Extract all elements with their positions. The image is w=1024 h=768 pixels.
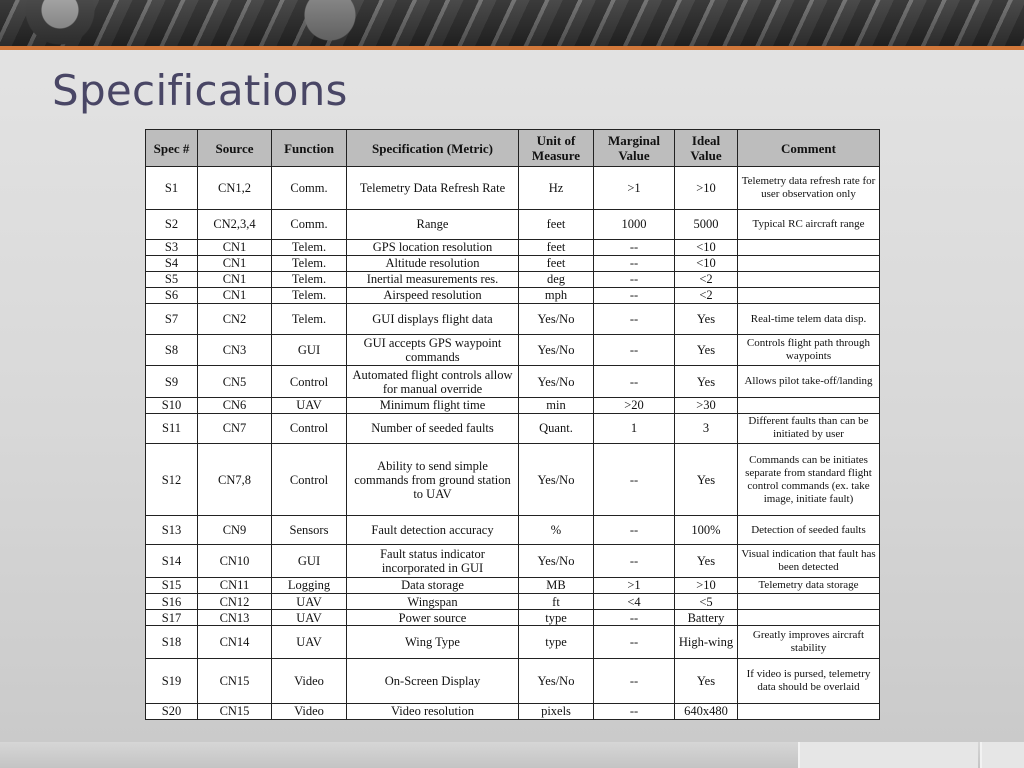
cell-unit: ft — [519, 593, 594, 609]
cell-function: GUI — [272, 544, 347, 577]
cell-function: Control — [272, 413, 347, 443]
cell-spec-id: S12 — [146, 443, 198, 516]
cell-marginal-value: 1 — [594, 413, 675, 443]
table-row — [146, 659, 880, 703]
cell-spec-id: S1 — [146, 167, 198, 210]
cell-comment: If video is pursed, telemetry data should be overlaid — [738, 659, 880, 703]
cell-unit: type — [519, 626, 594, 659]
cell-marginal-value: -- — [594, 255, 675, 271]
column-header-specification: Specification (Metric) — [347, 130, 519, 167]
cell-marginal-value: -- — [594, 335, 675, 366]
cell-ideal-value: <10 — [675, 255, 738, 271]
cell-source: CN1 — [198, 287, 272, 303]
cell-spec-id: S18 — [146, 626, 198, 659]
cell-comment: Real-time telem data disp. — [738, 303, 880, 334]
cell-marginal-value: -- — [594, 287, 675, 303]
cell-specification: GPS location resolution — [347, 239, 519, 255]
cell-marginal-value: -- — [594, 239, 675, 255]
cell-specification: On-Screen Display — [347, 659, 519, 703]
cell-ideal-value: <5 — [675, 593, 738, 609]
cell-comment — [738, 397, 880, 413]
cell-spec-id: S11 — [146, 413, 198, 443]
footer-panel — [980, 742, 1024, 768]
cell-ideal-value: <2 — [675, 287, 738, 303]
table-row — [146, 366, 880, 397]
table-row — [146, 610, 880, 626]
table-row — [146, 443, 880, 516]
cell-comment — [738, 271, 880, 287]
cell-specification: Power source — [347, 610, 519, 626]
cell-ideal-value: >10 — [675, 167, 738, 210]
cell-specification: GUI accepts GPS waypoint commands — [347, 335, 519, 366]
column-header-source: Source — [198, 130, 272, 167]
cell-comment: Commands can be initiates separate from standard flight control commands (ex. take image, initiate fault) — [738, 443, 880, 516]
cell-function: UAV — [272, 593, 347, 609]
cell-comment — [738, 703, 880, 719]
table-row — [146, 397, 880, 413]
cell-comment: Allows pilot take-off/landing — [738, 366, 880, 397]
specifications-table-container — [145, 129, 879, 720]
cell-marginal-value: -- — [594, 626, 675, 659]
cell-source: CN14 — [198, 626, 272, 659]
cell-comment — [738, 593, 880, 609]
cell-source: CN1 — [198, 239, 272, 255]
cell-function: Comm. — [272, 210, 347, 239]
cell-ideal-value: <10 — [675, 239, 738, 255]
cell-function: Sensors — [272, 516, 347, 544]
accent-rule — [0, 46, 1024, 50]
cell-unit: MB — [519, 577, 594, 593]
cell-specification: Fault detection accuracy — [347, 516, 519, 544]
cell-function: Telem. — [272, 239, 347, 255]
cell-ideal-value: 640x480 — [675, 703, 738, 719]
table-body — [146, 167, 880, 720]
cell-unit: feet — [519, 239, 594, 255]
table-row — [146, 593, 880, 609]
cell-function: GUI — [272, 335, 347, 366]
cell-source: CN9 — [198, 516, 272, 544]
cell-spec-id: S19 — [146, 659, 198, 703]
cell-spec-id: S20 — [146, 703, 198, 719]
cell-function: Logging — [272, 577, 347, 593]
cell-source: CN5 — [198, 366, 272, 397]
cell-ideal-value: 3 — [675, 413, 738, 443]
table-row — [146, 271, 880, 287]
cell-marginal-value: -- — [594, 303, 675, 334]
table-row — [146, 255, 880, 271]
column-header-spec: Spec # — [146, 130, 198, 167]
cell-spec-id: S17 — [146, 610, 198, 626]
cell-unit: Hz — [519, 167, 594, 210]
cell-ideal-value: Yes — [675, 659, 738, 703]
cell-spec-id: S15 — [146, 577, 198, 593]
cell-marginal-value: -- — [594, 366, 675, 397]
cell-specification: Wing Type — [347, 626, 519, 659]
cell-unit: type — [519, 610, 594, 626]
slide-title: Specifications — [52, 66, 348, 115]
cell-unit: Quant. — [519, 413, 594, 443]
cell-function: Video — [272, 703, 347, 719]
table-row — [146, 239, 880, 255]
cell-source: CN7 — [198, 413, 272, 443]
cell-marginal-value: -- — [594, 443, 675, 516]
cell-marginal-value: -- — [594, 544, 675, 577]
cell-specification: Data storage — [347, 577, 519, 593]
cell-spec-id: S14 — [146, 544, 198, 577]
cell-function: Telem. — [272, 271, 347, 287]
table-row — [146, 335, 880, 366]
cell-marginal-value: -- — [594, 659, 675, 703]
cell-ideal-value: <2 — [675, 271, 738, 287]
cell-function: Control — [272, 443, 347, 516]
cell-comment: Detection of seeded faults — [738, 516, 880, 544]
cell-comment: Telemetry data storage — [738, 577, 880, 593]
cell-marginal-value: -- — [594, 703, 675, 719]
cell-marginal-value: >20 — [594, 397, 675, 413]
cell-ideal-value: >10 — [675, 577, 738, 593]
cell-ideal-value: High-wing — [675, 626, 738, 659]
cell-ideal-value: Yes — [675, 366, 738, 397]
cell-unit: feet — [519, 210, 594, 239]
cell-source: CN1,2 — [198, 167, 272, 210]
specifications-table — [145, 129, 880, 720]
cell-marginal-value: -- — [594, 271, 675, 287]
cell-unit: Yes/No — [519, 443, 594, 516]
cell-spec-id: S6 — [146, 287, 198, 303]
cell-ideal-value: 5000 — [675, 210, 738, 239]
table-row — [146, 287, 880, 303]
cell-spec-id: S10 — [146, 397, 198, 413]
cell-spec-id: S16 — [146, 593, 198, 609]
table-row — [146, 516, 880, 544]
cell-comment: Typical RC aircraft range — [738, 210, 880, 239]
cell-specification: Telemetry Data Refresh Rate — [347, 167, 519, 210]
column-header-ideal-value: Ideal Value — [675, 130, 738, 167]
table-row — [146, 577, 880, 593]
cell-specification: Ability to send simple commands from ground station to UAV — [347, 443, 519, 516]
cell-source: CN13 — [198, 610, 272, 626]
cell-ideal-value: Yes — [675, 303, 738, 334]
cell-function: Telem. — [272, 287, 347, 303]
table-row — [146, 626, 880, 659]
cell-ideal-value: Yes — [675, 443, 738, 516]
cell-comment: Greatly improves aircraft stability — [738, 626, 880, 659]
cell-specification: Video resolution — [347, 703, 519, 719]
table-row — [146, 167, 880, 210]
cell-comment — [738, 239, 880, 255]
cell-comment — [738, 255, 880, 271]
cell-unit: Yes/No — [519, 366, 594, 397]
cell-unit: Yes/No — [519, 544, 594, 577]
cell-spec-id: S7 — [146, 303, 198, 334]
cell-specification: Number of seeded faults — [347, 413, 519, 443]
column-header-marginal-value: Marginal Value — [594, 130, 675, 167]
table-row — [146, 303, 880, 334]
table-header-row — [146, 130, 880, 167]
cell-spec-id: S2 — [146, 210, 198, 239]
cell-spec-id: S13 — [146, 516, 198, 544]
cell-specification: Minimum flight time — [347, 397, 519, 413]
column-header-comment: Comment — [738, 130, 880, 167]
column-header-function: Function — [272, 130, 347, 167]
cell-specification: Automated flight controls allow for manual override — [347, 366, 519, 397]
table-row — [146, 413, 880, 443]
cell-source: CN12 — [198, 593, 272, 609]
cell-source: CN2 — [198, 303, 272, 334]
cell-marginal-value: 1000 — [594, 210, 675, 239]
cell-unit: Yes/No — [519, 659, 594, 703]
cell-function: Control — [272, 366, 347, 397]
cell-function: Comm. — [272, 167, 347, 210]
cell-specification: GUI displays flight data — [347, 303, 519, 334]
cell-comment: Visual indication that fault has been detected — [738, 544, 880, 577]
cell-function: UAV — [272, 610, 347, 626]
cell-source: CN2,3,4 — [198, 210, 272, 239]
cell-unit: % — [519, 516, 594, 544]
cell-ideal-value: Yes — [675, 544, 738, 577]
cell-marginal-value: -- — [594, 610, 675, 626]
header-banner-image — [0, 0, 1024, 46]
cell-comment: Controls flight path through waypoints — [738, 335, 880, 366]
footer-bar — [0, 742, 1024, 768]
cell-specification: Altitude resolution — [347, 255, 519, 271]
cell-source: CN1 — [198, 271, 272, 287]
cell-source: CN3 — [198, 335, 272, 366]
cell-spec-id: S3 — [146, 239, 198, 255]
cell-unit: Yes/No — [519, 335, 594, 366]
footer-panel — [798, 742, 978, 768]
cell-specification: Range — [347, 210, 519, 239]
table-row — [146, 703, 880, 719]
cell-spec-id: S5 — [146, 271, 198, 287]
cell-function: UAV — [272, 626, 347, 659]
cell-comment — [738, 610, 880, 626]
cell-specification: Airspeed resolution — [347, 287, 519, 303]
cell-marginal-value: <4 — [594, 593, 675, 609]
cell-unit: min — [519, 397, 594, 413]
table-row — [146, 210, 880, 239]
cell-unit: pixels — [519, 703, 594, 719]
table-row — [146, 544, 880, 577]
cell-function: Telem. — [272, 303, 347, 334]
cell-comment: Different faults than can be initiated by user — [738, 413, 880, 443]
cell-source: CN6 — [198, 397, 272, 413]
cell-marginal-value: -- — [594, 516, 675, 544]
cell-specification: Wingspan — [347, 593, 519, 609]
cell-unit: mph — [519, 287, 594, 303]
cell-spec-id: S9 — [146, 366, 198, 397]
cell-function: Video — [272, 659, 347, 703]
cell-source: CN1 — [198, 255, 272, 271]
cell-source: CN15 — [198, 703, 272, 719]
cell-unit: deg — [519, 271, 594, 287]
cell-marginal-value: >1 — [594, 167, 675, 210]
cell-comment — [738, 287, 880, 303]
cell-specification: Inertial measurements res. — [347, 271, 519, 287]
cell-unit: Yes/No — [519, 303, 594, 334]
cell-unit: feet — [519, 255, 594, 271]
column-header-unit: Unit of Measure — [519, 130, 594, 167]
cell-source: CN11 — [198, 577, 272, 593]
cell-comment: Telemetry data refresh rate for user observation only — [738, 167, 880, 210]
cell-function: UAV — [272, 397, 347, 413]
cell-spec-id: S4 — [146, 255, 198, 271]
cell-spec-id: S8 — [146, 335, 198, 366]
cell-source: CN7,8 — [198, 443, 272, 516]
cell-function: Telem. — [272, 255, 347, 271]
cell-ideal-value: Yes — [675, 335, 738, 366]
cell-source: CN10 — [198, 544, 272, 577]
cell-specification: Fault status indicator incorporated in GUI — [347, 544, 519, 577]
cell-ideal-value: Battery — [675, 610, 738, 626]
cell-ideal-value: >30 — [675, 397, 738, 413]
cell-marginal-value: >1 — [594, 577, 675, 593]
cell-ideal-value: 100% — [675, 516, 738, 544]
cell-source: CN15 — [198, 659, 272, 703]
